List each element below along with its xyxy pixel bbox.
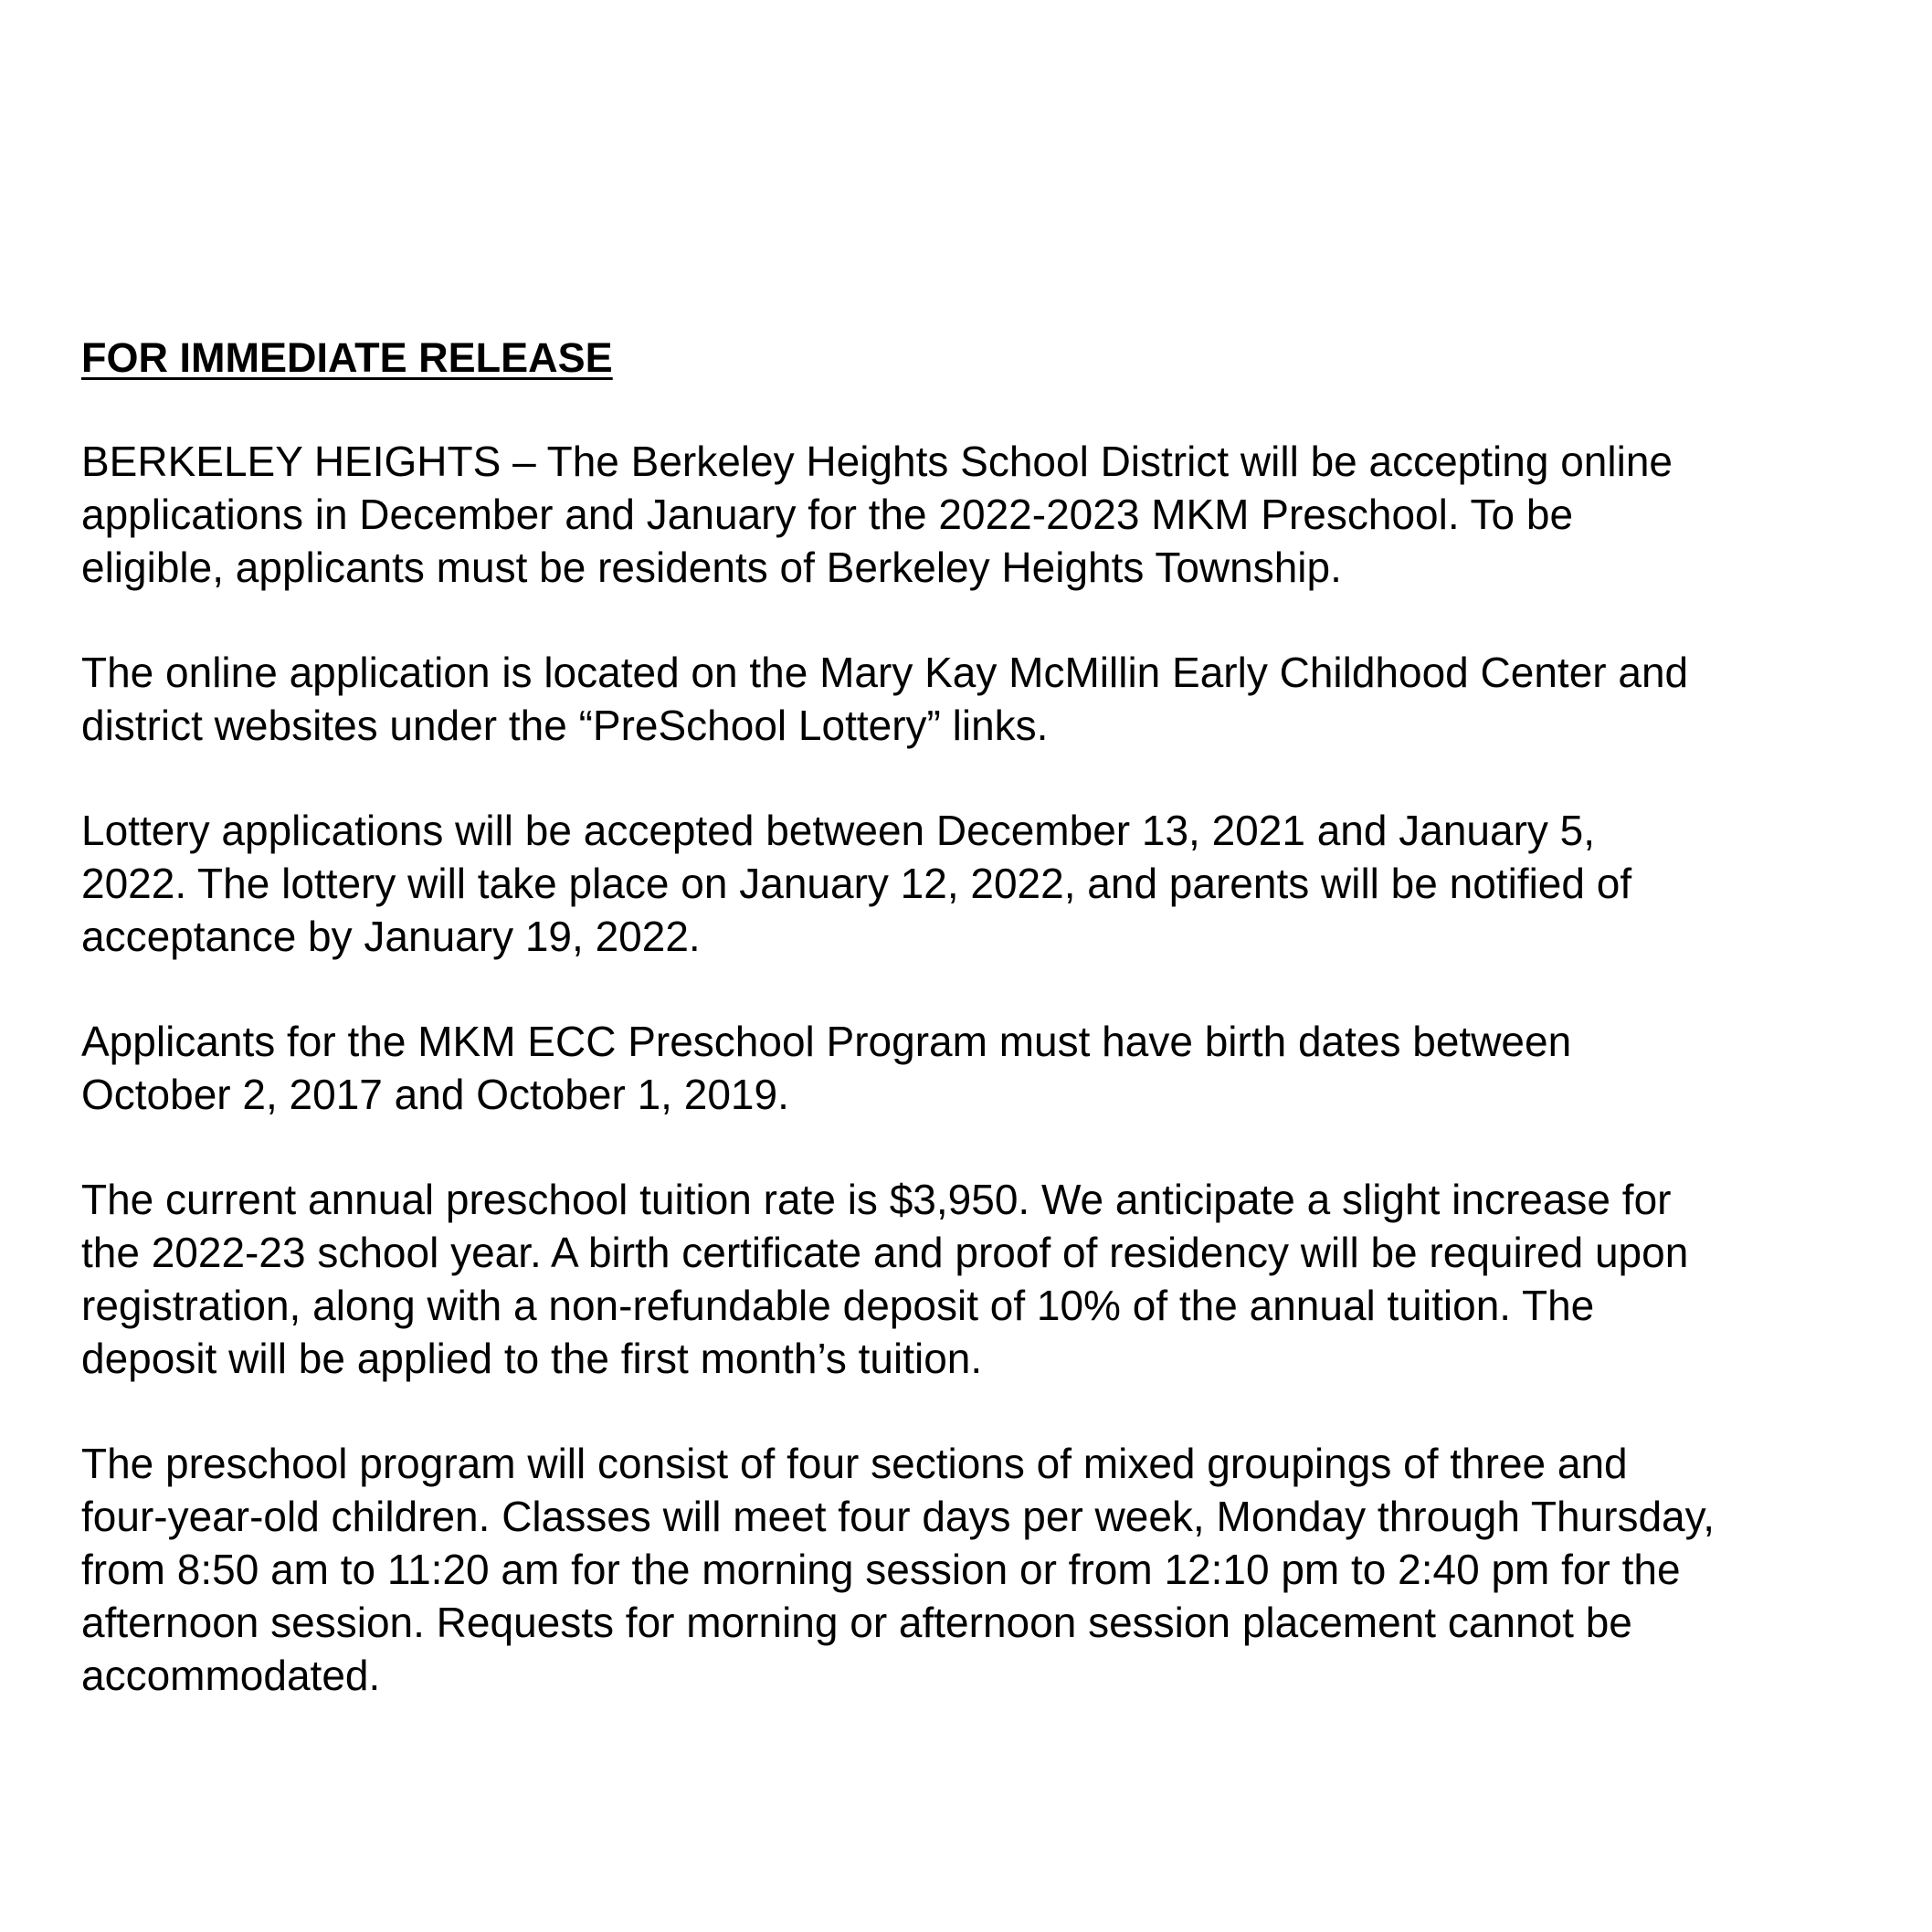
paragraph-tuition — [81, 1173, 1899, 1385]
paragraph-line: October 2, 2017 and October 1, 2019. — [81, 1071, 789, 1118]
paragraph-line: The online application is located on the Mary Kay McMillin Early Childhood Center and — [81, 649, 1689, 696]
paragraph-line: 2022. The lottery will take place on January 12, 2022, and parents will be notified of — [81, 860, 1632, 907]
paragraph-announcement — [81, 435, 1899, 594]
paragraph-line: from 8:50 am to 11:20 am for the morning session or from 12:10 pm to 2:40 pm for the — [81, 1546, 1681, 1593]
paragraph-line: The current annual preschool tuition rate is $3,950. We anticipate a slight increase for — [81, 1176, 1672, 1223]
paragraph-line: accommodated. — [81, 1652, 381, 1699]
paragraph-line: afternoon session. Requests for morning or afternoon session placement cannot be — [81, 1599, 1632, 1646]
paragraph-line: Lottery applications will be accepted between December 13, 2021 and January 5, — [81, 807, 1596, 854]
paragraph-line: eligible, applicants must be residents of Berkeley Heights Township. — [81, 544, 1342, 591]
paragraph-line: The preschool program will consist of four sections of mixed groupings of three and — [81, 1440, 1628, 1487]
paragraph-line: district websites under the “PreSchool Lottery” links. — [81, 702, 1049, 749]
release-heading: FOR IMMEDIATE RELEASE — [81, 334, 613, 381]
paragraph-line: the 2022-23 school year. A birth certificate and proof of residency will be required upon — [81, 1229, 1689, 1276]
paragraph-online-application — [81, 646, 1899, 752]
paragraph-program-schedule — [81, 1437, 1899, 1702]
paragraph-line: registration, along with a non-refundable deposit of 10% of the annual tuition. The — [81, 1282, 1595, 1329]
paragraph-lottery-dates — [81, 804, 1899, 963]
paragraph-birth-dates — [81, 1015, 1899, 1121]
paragraph-line: deposit will be applied to the first month’s tuition. — [81, 1335, 983, 1382]
paragraph-line: acceptance by January 19, 2022. — [81, 913, 701, 960]
press-release-page — [81, 334, 1899, 1702]
paragraph-line: Applicants for the MKM ECC Preschool Program must have birth dates between — [81, 1018, 1572, 1065]
paragraph-line: four-year-old children. Classes will meet four days per week, Monday through Thursday, — [81, 1493, 1716, 1540]
paragraph-line: BERKELEY HEIGHTS – The Berkeley Heights School District will be accepting online — [81, 438, 1673, 485]
paragraph-line: applications in December and January for the 2022-2023 MKM Preschool. To be — [81, 491, 1574, 538]
